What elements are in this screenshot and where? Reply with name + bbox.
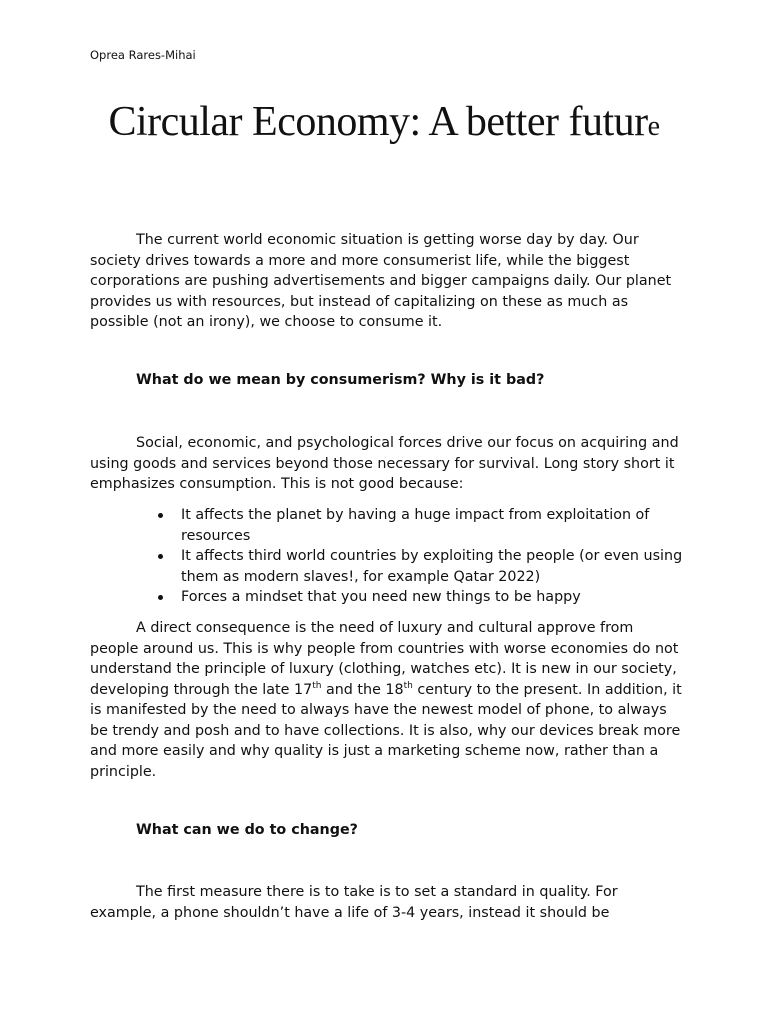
ordinal-suffix: th	[403, 680, 413, 691]
consequences-list	[155, 505, 695, 608]
intro-paragraph: The current world economic situation is getting worse day by day. Our society drives towards a more and more consumerist life, while the biggest corporations are pushing advertisements and bigger campaigns daily. Our planet provides us with resources, but instead of capitalizing on these as much as possible (not an irony), we choose to consume it.	[90, 232, 672, 330]
consumerism-paragraph-block	[90, 433, 686, 495]
luxury-text-part-1: A direct consequence is the need of luxury and cultural approve from people around us. This is why people from countries with worse economies do not understand the principle of luxury (clothing, watches etc). It is new in our society, developing through the late 17	[90, 620, 679, 698]
bullet-icon	[158, 513, 163, 518]
list-item-text: It affects third world countries by exploiting the people (or even using them as modern slaves!, for example Qatar 2022)	[181, 548, 683, 585]
heading-change: What can we do to change?	[136, 822, 358, 838]
luxury-text-part-3: century to the present. In addition, it is manifested by the need to always have the newest model of phone, to always be trendy and posh and to have collections. It is also, why our devices break more and more easily and why quality is just a marketing scheme now, rather than a principle.	[90, 681, 682, 780]
list-item-text: Forces a mindset that you need new things to be happy	[181, 589, 581, 605]
heading-consumerism: What do we mean by consumerism? Why is it bad?	[136, 372, 545, 388]
title-main: Circular Economy: A better futur	[108, 99, 648, 145]
title-trailing-letter: e	[647, 111, 660, 142]
consumerism-paragraph: Social, economic, and psychological forces drive our focus on acquiring and using goods and services beyond those necessary for survival. Long story short it emphasizes consumption. This is not good because:	[90, 435, 679, 492]
change-paragraph: The first measure there is to take is to set a standard in quality. For example, a phone shouldn’t have a life of 3-4 years, instead it should be	[90, 884, 618, 921]
list-item	[155, 546, 695, 587]
bullet-icon	[158, 554, 163, 559]
author-name: Oprea Rares-Mihai	[90, 48, 196, 62]
change-paragraph-block	[90, 882, 686, 923]
list-item	[155, 505, 695, 546]
list-item	[155, 587, 695, 608]
ordinal-suffix: th	[312, 680, 322, 691]
luxury-paragraph	[90, 618, 686, 782]
luxury-text-part-2: and the 18	[321, 681, 404, 698]
bullet-icon	[158, 595, 163, 600]
document-title	[90, 96, 678, 153]
luxury-paragraph-block	[90, 618, 686, 782]
intro-paragraph-block	[90, 230, 686, 333]
list-item-text: It affects the planet by having a huge impact from exploitation of resources	[181, 507, 650, 544]
